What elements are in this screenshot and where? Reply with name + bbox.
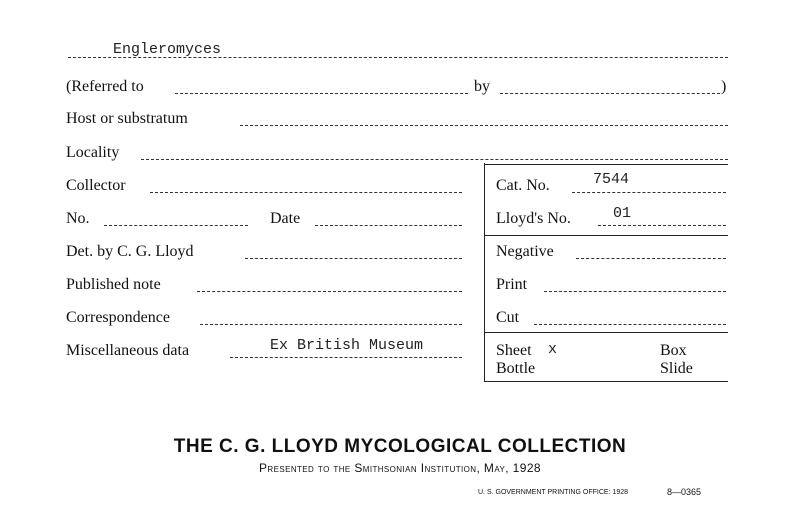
date-label: Date [270,210,301,227]
det-label: Det. by C. G. Lloyd [66,243,194,260]
referred-to-label: (Referred to [66,78,144,95]
published-line [197,291,462,292]
host-line [240,125,728,126]
by-line [500,93,720,94]
lloyds-no-value: 01 [613,205,632,222]
genus-value: Engleromyces [113,41,222,58]
collection-subtitle: Presented to the Smithsonian Institution, May, 1928 [259,461,541,475]
print-label: Print [496,276,528,293]
locality-line [141,159,728,160]
lloyds-no-line [598,225,726,226]
cat-no-value: 7544 [593,171,630,188]
misc-label: Miscellaneous data [66,342,190,359]
bottle-label: Bottle [496,360,536,377]
collector-label: Collector [66,177,126,194]
lloyds-no-label: Lloyd's No. [496,210,571,227]
slide-label: Slide [660,360,693,377]
collection-title: THE C. G. LLOYD MYCOLOGICAL COLLECTION [173,436,627,457]
no-label: No. [66,210,90,227]
locality-label: Locality [66,144,120,161]
cat-no-label: Cat. No. [496,177,550,194]
printing-office-note: U. S. GOVERNMENT PRINTING OFFICE: 1928 [478,489,629,496]
misc-line [230,357,462,358]
no-line [104,225,248,226]
misc-value: Ex British Museum [270,337,424,354]
cat-no-line [572,192,726,193]
sheet-mark: x [548,341,558,358]
det-line [245,258,462,259]
closing-paren: ) [721,78,727,95]
sheet-label: Sheet [496,342,532,359]
referred-to-line [175,93,468,94]
collector-line [150,192,462,193]
print-line [544,291,726,292]
negative-label: Negative [496,243,554,260]
host-label: Host or substratum [66,110,188,127]
by-label: by [474,78,490,95]
correspondence-label: Correspondence [66,309,170,326]
correspondence-line [200,324,462,325]
cut-label: Cut [496,309,520,326]
cut-line [534,324,726,325]
box-divider-1 [484,235,728,236]
date-line [315,225,462,226]
box-bottom-border [484,381,728,382]
box-top-border [484,164,728,165]
box-label: Box [660,342,687,359]
genus-line [68,57,728,58]
published-label: Published note [66,276,161,293]
box-divider-2 [484,332,728,333]
negative-line [576,258,726,259]
form-number: 8—0365 [667,487,702,497]
box-left-border [484,163,485,382]
